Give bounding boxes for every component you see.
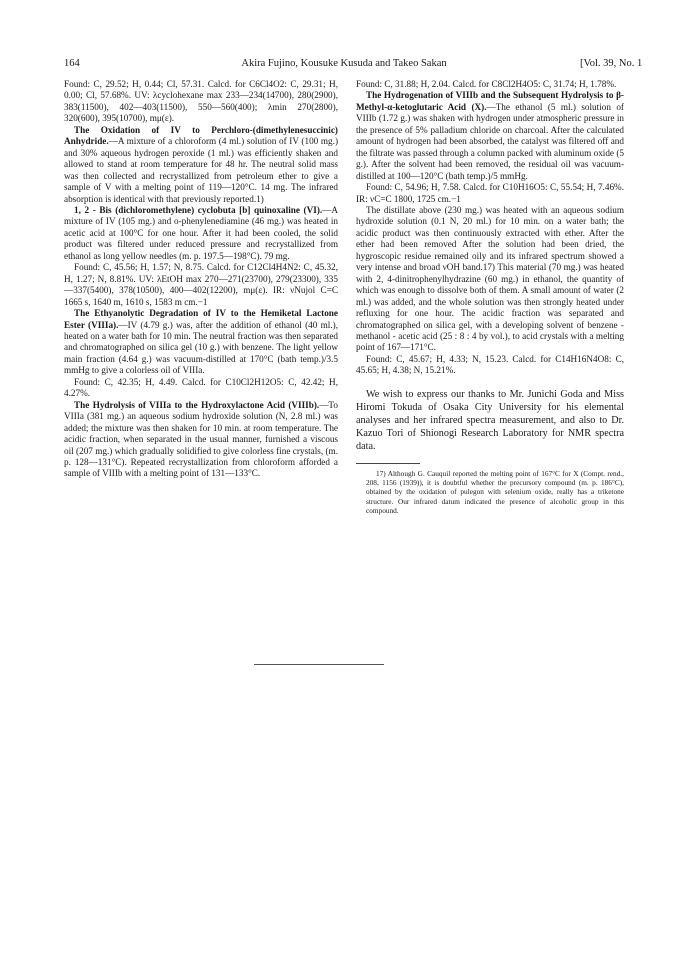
body-paragraph: The distillate above (230 mg.) was heated with an aqueous sodium hydroxide solution (0.1 N, 20 ml.) for 10 min. on a water bath; the acidic product was then continuously extracted with ether. After the ether had been removed After the solution had been dried, the hygroscopic residue remained oily and its infrared spectrum showed a very intense and broad νOH band.17) This material (70 mg.) was heated with 2, 4-dinitrophenylhydrazine (60 mg.) in ethanol, the quantity of which was enough to dissolve both of them. A small amount of water (2 ml.) was added, and the whole solution was then strongly heated under refluxing for one hour. The acidic fraction was separated and chromatographed on silica gel, with a developing solvent of benzene - methanol - acetic acid (25 : 8 : 4 by vol.), to acid crystals with a melting point of 167—171°C. [356,204,624,353]
right-column [356,79,624,515]
running-header-volume: [Vol. 39, No. 1 [580,58,643,69]
section-body: —The ethanol (5 ml.) solution of VIIIb (1.72 g.) was shaken with hydrogen under atmospheric pressure in the presence of 5% palladium chloride on charcoal. After the calculated amount of hydrogen had been absorbed, the catalyst was filtered off and the filtrate was passed through a column packed with aluminum oxide (5 g.). After the solvent had been removed, the residual oil was vacuum-distilled at 100—120°C (bath temp.)/5 mmHg. [356,101,624,181]
section-hydrogenation [356,90,624,182]
section-hydrolysis [64,400,338,480]
acknowledgement-paragraph: We wish to express our thanks to Mr. Junichi Goda and Miss Hiromi Tokuda of Osaka City University for his elemental analyses and her infrared spectra measurement, and also to Dr. Kazuo Tori of Shionogi Research Laboratory for NMR spectra data. [356,388,624,452]
section-heading: The Oxidation of IV to Perchloro-(dimethylenesuccinic) Anhydride. [64,124,338,147]
section-body: —A mixture of IV (105 mg.) and o-phenylenediamine (46 mg.) was heated in acetic acid at 100°C for one hour. After it had been cooled, the solid product was filtered under reduced pressure and recrystallized from ethanol as long yellow needles (m. p. 197.5—198°C). 79 mg. [64,204,338,261]
end-rule [254,664,384,665]
analysis-paragraph: Found: C, 45.56; H, 1.57; N, 8.75. Calcd. for C12Cl4H4N2: C, 45.32, H, 1.27; N, 8.81%. UV: λEtOH max 270—271(23700), 279(23300), 335—337(5400), 378(10500), 400—402(12200), mμ(ε). IR: νNujol C=C 1665 s, 1640 m, 1610 s, 1583 m cm.−1 [64,262,338,307]
footnote-17: 17) Although G. Cauquil reported the melting point of 167°C for X (Compt. rend., 208, 1156 (1939)), it is doubtful whether the precursory compound (m. p. 186°C), obtained by the oxidation of pulegon with selenium oxide, really has a triketone structure. Our infrared datum indicated the presence of alcoholic group in this compound. [366,468,624,515]
page-number: 164 [64,58,80,69]
analysis-paragraph: Found: C, 31.88; H, 2.04. Calcd. for C8Cl2H4O5: C, 31.74; H, 1.78%. [356,79,617,89]
section-quinoxaline [64,205,338,262]
section-ethanolytic [64,308,338,377]
analysis-paragraph: Found: C, 42.35; H, 4.49. Calcd. for C10Cl2H12O5: C, 42.42; H, 4.27%. [64,376,338,399]
section-body: —IV (4.79 g.) was, after the addition of ethanol (40 ml.), heated on a water bath for 10 min. The neutral fraction was then separated and chromatographed on silica gel (10 g.) with benzene. The light yellow main fraction (4.64 g.) was vacuum-distilled at 170°C (bath temp.)/3.5 mmHg to give a colorless oil of VIIIa. [64,319,338,376]
section-body: —A mixture of a chloroform (4 ml.) solution of IV (100 mg.) and 30% aqueous hydrogen peroxide (1 ml.) was efficiently shaken and allowed to stand at room temperature for 48 hr. The neutral solid mass was then collected and recrystallized from petroleum ether to give a sample of V with a melting point of 119—120°C. 14 mg. The infrared absorption is identical with that previously reported.1) [64,136,338,204]
section-heading: The Hydrolysis of VIIIa to the Hydroxylactone Acid (VIIIb). [74,399,320,410]
section-heading: The Hydrogenation of VIIIb and the Subsequent Hydrolysis to β-Methyl-α-ketoglutaric Acid (X). [356,90,624,112]
left-column [64,79,338,480]
section-heading: 1, 2 - Bis (dichloromethylene) cyclobuta [b] quinoxaline (VI). [74,204,323,215]
section-body: —To VIIIa (381 mg.) an aqueous sodium hydroxide solution (N, 2.8 ml.) was added; the mixture was then shaken for 10 min. at room temperature. The acidic fraction, when separated in the usual manner, furnished a viscous oil (207 mg.) which gradually solidified to give colorless fine crystals, (m. p. 128—131°C). Repeated recrystallization from chloroform afforded a sample of VIIIb with a melting point of 131—133°C. [64,399,338,479]
analysis-paragraph: Found: C, 29.52; H, 0.44; Cl, 57.31. Calcd. for C6Cl4O2: C, 29.31; H, 0.00; Cl, 57.68%. UV: λcyclohexane max 233—234(14700), 280(2900), 383(11500), 402—403(11500), 550—560(400); λmin 270(2800), 320(600), 395(10700), mμ(ε). [64,79,338,124]
section-oxidation [64,125,338,205]
footnote-divider [356,463,420,464]
section-heading: The Ethyanolytic Degradation of IV to the Hemiketal Lactone Ester (VIIIa). [64,308,338,330]
analysis-paragraph: Found: C, 45.67; H, 4.33; N, 15.23. Calcd. for C14H16N4O8: C, 45.65; H, 4.38; N, 15.21%. [356,353,624,376]
analysis-paragraph: Found: C, 54.96; H, 7.58. Calcd. for C10H16O5: C, 55.54; H, 7.46%. IR: νC=C 1800, 1725 cm.−1 [356,182,624,204]
running-header-authors: Akira Fujino, Kousuke Kusuda and Takeo Sakan [241,58,447,69]
